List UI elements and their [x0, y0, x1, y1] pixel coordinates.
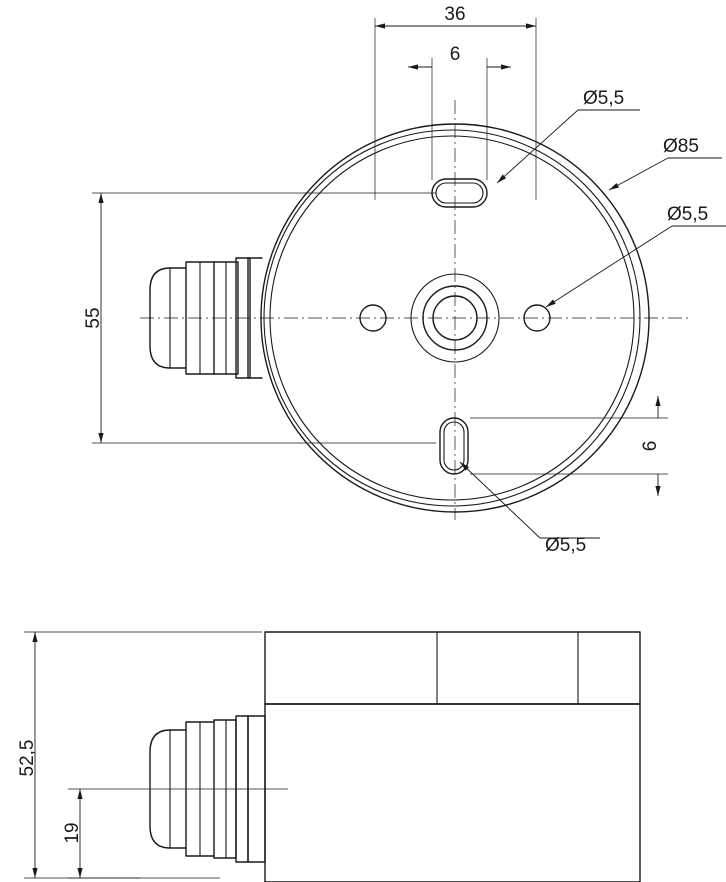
dim-6-right-label: 6: [640, 440, 661, 452]
side-cap: [265, 632, 640, 704]
dim-52-5-label: 52,5: [17, 739, 38, 777]
slot-top: [432, 179, 487, 207]
top-view: [83, 4, 726, 556]
dim-6-top-label: 6: [449, 44, 461, 65]
dim-36-label: 36: [444, 4, 466, 25]
dia-55-bottom-label: Ø5,5: [545, 535, 587, 556]
dim-55-label: 55: [83, 307, 104, 329]
dia-85-label: Ø85: [663, 136, 699, 157]
dimension-36: [375, 4, 536, 200]
dia-55-right-label: Ø5,5: [667, 204, 709, 225]
side-body: [265, 704, 640, 882]
callout-diameter-55-bottom: [460, 462, 600, 556]
dia-55-upper-label: Ø5,5: [583, 88, 625, 109]
dimension-6-right: [470, 396, 668, 496]
side-view: [17, 632, 640, 882]
callout-diameter-55-upper: [497, 88, 640, 183]
dimension-52-5: [17, 632, 262, 878]
dim-19-label: 19: [62, 822, 83, 844]
callout-diameter-85: [609, 136, 722, 190]
callout-diameter-55-right: [546, 204, 726, 307]
dimension-19: [62, 789, 288, 878]
dimension-6-top: [408, 44, 511, 180]
